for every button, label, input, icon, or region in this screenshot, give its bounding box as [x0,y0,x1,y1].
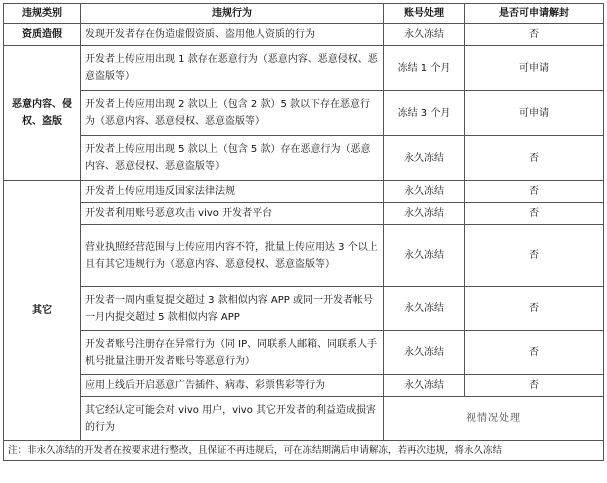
penalty-cell: 永久冻结 [384,181,465,203]
table-row [4,287,604,331]
appeal-cell: 否 [465,181,604,203]
behavior-cell: 开发者上传应用违反国家法律法规 [81,181,384,203]
appeal-cell: 否 [465,203,604,225]
penalty-cell: 永久冻结 [384,203,465,225]
behavior-cell: 应用上线后开启恶意广告插件、病毒、彩票售彩等行为 [81,375,384,397]
note-row [4,441,604,461]
footnote: 注：非永久冻结的开发者在按要求进行整改，且保证不再违规后，可在冻结期满后申请解冻，若再次违规，将永久冻结 [4,441,604,461]
behavior-cell: 开发者上传应用出现 5 款以上（包含 5 款）存在恶意行为（恶意内容、恶意侵权、恶意盗版等） [81,136,384,181]
header-penalty: 账号处理 [384,4,465,24]
table-row [4,203,604,225]
penalty-cell: 永久冻结 [384,24,465,46]
header-row [4,4,604,24]
category-cell: 资质造假 [4,24,81,46]
penalty-cell: 永久冻结 [384,331,465,375]
violation-table [3,3,604,461]
penalty-cell: 永久冻结 [384,287,465,331]
header-behavior: 违规行为 [81,4,384,24]
appeal-cell: 否 [465,136,604,181]
appeal-cell: 否 [465,24,604,46]
table-row [4,46,604,91]
category-cell: 恶意内容、侵权、盗版 [4,46,81,181]
appeal-cell: 可申请 [465,91,604,136]
behavior-cell: 开发者上传应用出现 2 款以上（包含 2 款）5 款以下存在恶意行为（恶意内容、恶意侵权、恶意盗版等） [81,91,384,136]
behavior-cell: 开发者利用账号恶意攻击 vivo 开发者平台 [81,203,384,225]
appeal-cell: 否 [465,287,604,331]
behavior-cell: 开发者上传应用出现 1 款存在恶意行为（恶意内容、恶意侵权、恶意盗版等） [81,46,384,91]
appeal-cell: 可申请 [465,46,604,91]
table-row [4,24,604,46]
penalty-cell: 永久冻结 [384,225,465,287]
behavior-cell: 营业执照经营范围与上传应用内容不符，批量上传应用达 3 个以上且有其它违规行为（恶意内容、恶意侵权、恶意盗版等） [81,225,384,287]
penalty-cell: 永久冻结 [384,136,465,181]
table-row [4,91,604,136]
table-row [4,225,604,287]
behavior-cell: 发现开发者存在伪造虚假资质、盗用他人资质的行为 [81,24,384,46]
penalty-appeal-merged-cell: 视情况处理 [384,397,604,441]
table-row [4,136,604,181]
behavior-cell: 其它经认定可能会对 vivo 用户，vivo 其它开发者的利益造成损害的行为 [81,397,384,441]
penalty-cell: 永久冻结 [384,375,465,397]
category-cell: 其它 [4,181,81,441]
appeal-cell: 否 [465,375,604,397]
appeal-cell: 否 [465,225,604,287]
table-row [4,331,604,375]
table-row [4,181,604,203]
behavior-cell: 开发者一周内重复提交超过 3 款相似内容 APP 或同一开发者帐号一月内提交超过 5 款相似内容 APP [81,287,384,331]
header-category: 违规类别 [4,4,81,24]
penalty-cell: 冻结 1 个月 [384,46,465,91]
table-row [4,375,604,397]
header-appeal: 是否可申请解封 [465,4,604,24]
table-row [4,397,604,441]
behavior-cell: 开发者账号注册存在异常行为（同 IP、同联系人邮箱、同联系人手机号批量注册开发者账号等恶意行为） [81,331,384,375]
penalty-cell: 冻结 3 个月 [384,91,465,136]
appeal-cell: 否 [465,331,604,375]
